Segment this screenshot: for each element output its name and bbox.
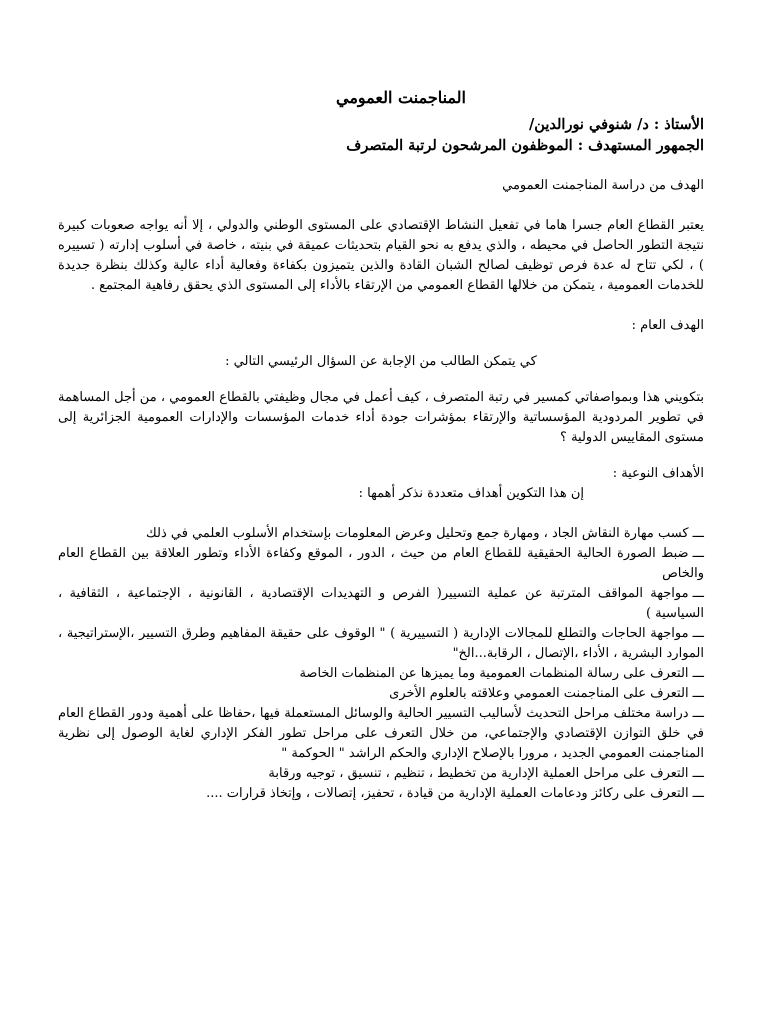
list-item <box>58 524 704 544</box>
list-item-text: التعرف على رسالة المنظمات العمومية وما يميزها عن المنظمات الخاصة <box>299 666 689 681</box>
list-item-text: التعرف على ركائز ودعامات العملية الإدارية من قيادة ، تحفيز، إتصالات ، وإتخاذ قرارات .... <box>206 786 689 801</box>
bullet-dash: ـــ <box>692 526 704 541</box>
bullet-dash: ـــ <box>692 706 704 721</box>
goal-paragraph: يعتبر القطاع العام جسرا هاما في تفعيل النشاط الإقتصادي على المستوى الوطني والدولي ، إلا أنه يواجه صعوبات كبيرة نتيجة التطور الحاصل في محيطه ، والذي يدفع به نحو القيام بتحديثات عميقة في بنيته ، خاصة في أسلوب إدارته ( تسييره ) ، لكي تتاح له عدة فرص توظيف لصالح الشبان القادة والذين يتميزون بكفاءة وفعالية أداء عالية وكذلك بنظرة جديدة للخدمات العمومية ، يتمكن من خلالها القطاع العمومي من الإرتقاء بالأداء إلى المستوى الذي يحقق رفاهية المجتمع . <box>58 218 704 293</box>
goal-heading: الهدف من دراسة المناجمنت العمومي <box>502 178 704 193</box>
list-item-text: مواجهة المواقف المترتبة عن عملية التسيير( الفرص و التهديدات الإقتصادية ، القانونية ، الإجتماعية ، الثقافية ، السياسية ) <box>58 586 704 621</box>
list-item <box>58 624 704 664</box>
list-item-text: التعرف على مراحل العملية الإدارية من تخطيط ، تنظيم ، تنسيق ، توجيه ورقابة <box>268 766 689 781</box>
specific-goals-heading: الأهداف النوعية : <box>612 466 704 481</box>
list-item-text: مواجهة الحاجات والتطلع للمجالات الإدارية ( التسييرية ) " الوقوف على حقيقة المفاهيم وطرق التسيير ،الإستراتيجية ، الموارد البشرية ، الأداء ،الإتصال ، الرقابة...الخ" <box>58 626 704 661</box>
list-item <box>58 664 704 684</box>
list-item-text: دراسة مختلف مراحل التحديث لأساليب التسيير الحالية والوسائل المستعملة فيها ،حفاظا على أهمية ودور القطاع العام في خلق التوازن الإقتصادي والإجتماعي، من خلال التعرف على مراحل تطور الفكر الإداري لغاية الوصول إلى نظرية المناجمنت العمومي الجديد ، مرورا بالإصلاح الإداري والحكم الراشد " الحوكمة " <box>58 706 704 761</box>
bullet-dash: ـــ <box>692 766 704 781</box>
list-item-text: كسب مهارة النقاش الجاد ، ومهارة جمع وتحليل وعرض المعلومات بإستخدام الأسلوب العلمي في ذلك <box>146 526 689 541</box>
general-goal-question: كي يتمكن الطالب من الإجابة عن السؤال الرئيسي التالي : <box>225 354 537 369</box>
bullet-dash: ـــ <box>692 786 704 801</box>
specific-goals-list <box>58 524 704 804</box>
teacher-line: الأستاذ : د/ شنوفي نورالدين/ <box>529 116 704 133</box>
list-item <box>58 584 704 624</box>
general-goal-heading: الهدف العام : <box>631 318 704 333</box>
list-item <box>58 784 704 804</box>
list-item <box>58 704 704 764</box>
audience-line: الجمهور المستهدف : الموظفون المرشحون لرتبة المتصرف <box>346 137 704 154</box>
specific-goals-intro: إن هذا التكوين أهداف متعددة نذكر أهمها : <box>358 486 584 501</box>
list-item-text: التعرف على المناجمنت العمومي وعلاقته بالعلوم الأخرى <box>389 686 689 701</box>
general-goal-paragraph: بتكويني هذا وبمواصفاتي كمسير في رتبة المتصرف ، كيف أعمل في مجال وظيفتي بالقطاع العمومي ، من أجل المساهمة في تطوير المردودية المؤسساتية والإرتقاء بمؤشرات جودة أداء خدمات المؤسسات والإدارات العمومية الجزائرية إلى مستوى المقاييس الدولية ؟ <box>58 390 704 445</box>
list-item <box>58 764 704 784</box>
document-title: المناجمنت العمومي <box>336 88 466 107</box>
list-item <box>58 684 704 704</box>
bullet-dash: ـــ <box>692 546 704 561</box>
list-item <box>58 544 704 584</box>
bullet-dash: ـــ <box>692 666 704 681</box>
bullet-dash: ـــ <box>692 626 704 641</box>
bullet-dash: ـــ <box>692 586 704 601</box>
bullet-dash: ـــ <box>692 686 704 701</box>
list-item-text: ضبط الصورة الحالية الحقيقية للقطاع العام من حيث ، الدور ، الموقع وكفاءة الأداء وتطور العلاقة بين القطاع العام والخاص <box>58 546 704 581</box>
